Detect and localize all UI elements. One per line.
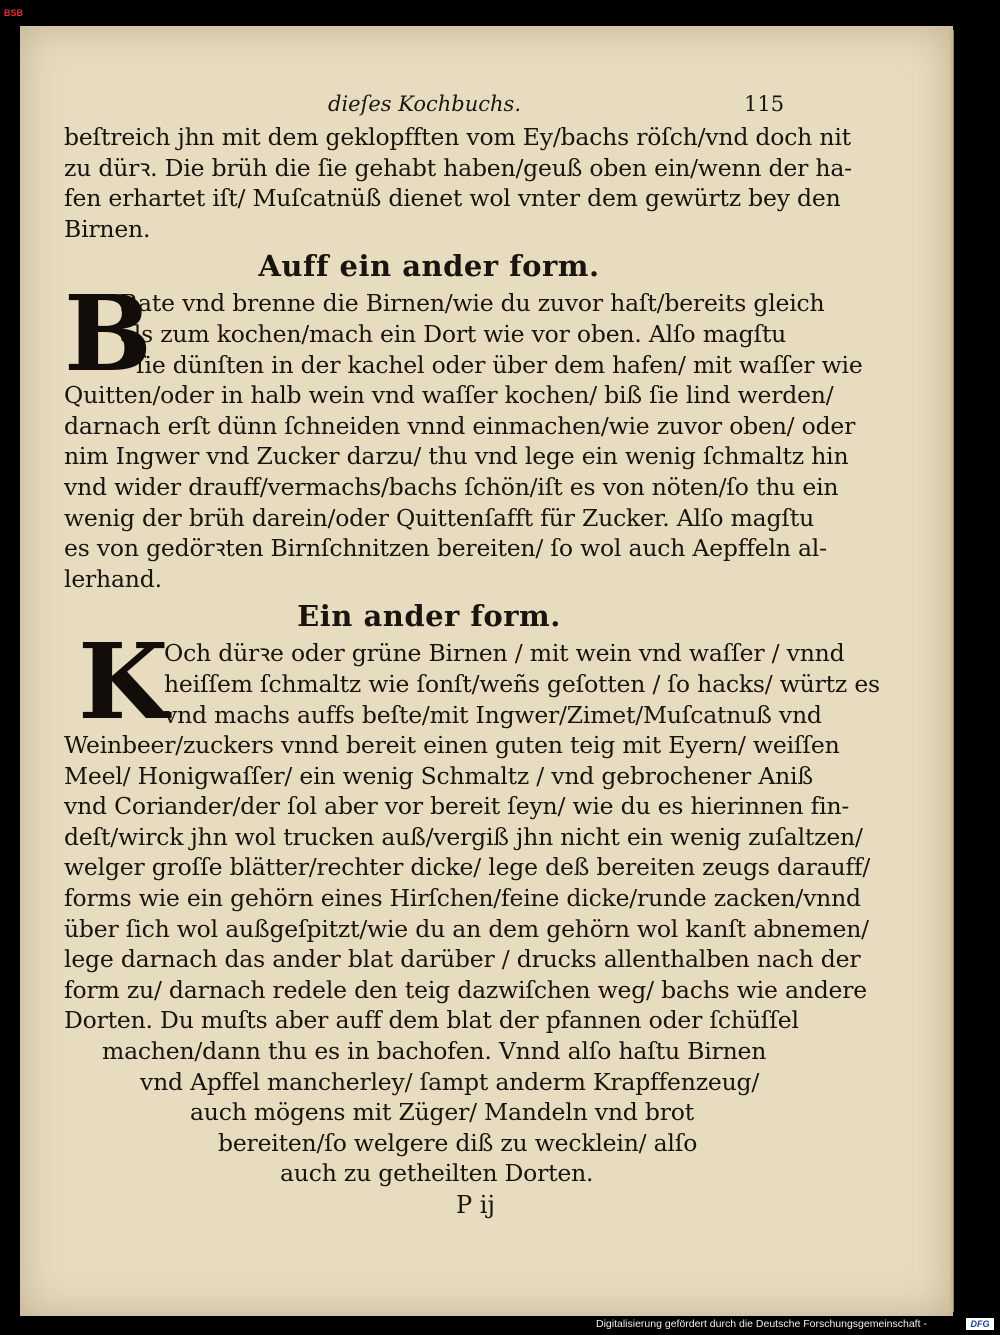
running-title: dieſes Kochbuchs. (328, 92, 521, 116)
text-line: vnd Coriander/der ſol aber vor bereit ſeyn/ wie du es hierinnen fin- (64, 792, 850, 821)
text-line: darnach erſt dünn ſchneiden vnnd einmachen/wie zuvor oben/ oder (64, 411, 856, 440)
text-line: Weinbeer/zuckers vnnd bereit einen guten teig mit Eyern/ weiſſen (64, 731, 840, 760)
page-header (20, 92, 950, 126)
text-line: als zum kochen/mach ein Dort wie vor oben. Alſo magſtu (120, 319, 787, 348)
text-line: lege darnach das ander blat darüber / drucks allenthalben nach der (64, 945, 861, 974)
drop-cap: K (78, 620, 169, 744)
page-number: 115 (744, 92, 785, 116)
text-line: Och dürꝛe oder grüne Birnen / mit wein vnd waſſer / vnnd (164, 639, 845, 668)
text-line: Rate vnd brenne die Birnen/wie du zuvor haſt/bereits gleich (120, 289, 825, 318)
text-line: vnd machs auffs beſte/mit Ingwer/Zimet/Muſcatnuß vnd (164, 700, 822, 729)
text-line: nim Ingwer vnd Zucker darzu/ thu vnd lege ein wenig ſchmaltz hin (64, 442, 849, 471)
drop-cap: B (64, 272, 152, 396)
book-page (20, 26, 953, 1316)
text-line: vnd wider drauff/vermachs/bachs ſchön/iſt es von nöten/ſo thu ein (64, 472, 839, 501)
paragraph-birnen (64, 272, 863, 594)
text-line: Birnen. (64, 214, 151, 243)
text-line: welger groſſe blätter/rechter dicke/ lege deß bereiten zeugs darauff/ (64, 853, 871, 882)
text-line: beſtreich jhn mit dem geklopfften vom Ey/bachs röſch/vnd doch nit (64, 123, 851, 151)
text-line: Quitten/oder in halb wein vnd waſſer kochen/ biß ſie lind werden/ (64, 381, 834, 410)
text-line: wenig der brüh darein/oder Quittenſafft für Zucker. Alſo magſtu (64, 503, 815, 532)
section-heading: Auff ein ander form. (258, 249, 600, 284)
text-line: Dorten. Du muſts aber auff dem blat der pfannen oder ſchüſſel (64, 1006, 799, 1035)
library-mark: BSB (4, 8, 24, 18)
text-line: deſt/wirck jhn wol trucken auß/vergiß jhn nicht ein wenig zuſaltzen/ (64, 822, 863, 851)
text-line: es von gedörꝛten Birnſchnitzen bereiten/ ſo wol auch Aepffeln al- (64, 534, 827, 563)
paragraph-krapffen (64, 620, 880, 1189)
body-text (64, 122, 880, 1221)
text-line: form zu/ darnach redele den teig dazwiſchen weg/ bachs wie andere (64, 975, 868, 1004)
text-line: bereiten/ſo welgere diß zu wecklein/ alſo (218, 1128, 698, 1157)
signature-mark: P ij (456, 1191, 495, 1219)
text-line: machen/dann thu es in bachofen. Vnnd alſo haſtu Birnen (102, 1037, 767, 1066)
text-line: zu dürꝛ. Die brüh die ſie gehabt haben/geuß oben ein/wenn der ha- (64, 153, 852, 182)
text-line: Meel/ Honigwaſſer/ ein wenig Schmaltz / vnd gebrochener Aniß (64, 761, 813, 790)
section-heading: Ein ander form. (297, 599, 561, 634)
text-line: über ſich wol außgeſpitzt/wie du an dem gehörn wol kanſt abnemen/ (64, 914, 869, 943)
text-line: fen erhartet iſt/ Muſcatnüß dienet wol vnter dem gewürtz bey den (64, 184, 841, 213)
text-line: forms wie ein gehörn eines Hirſchen/feine dicke/runde zacken/vnnd (64, 884, 861, 913)
dfg-logo: DFG (966, 1318, 994, 1330)
text-line: auch zu getheilten Dorten. (280, 1159, 594, 1188)
text-line: heiſſem ſchmaltz wie ſonſt/weñs geſotten / ſo hacks/ würtz es (164, 669, 880, 698)
digitization-credit: Digitalisierung gefördert durch die Deutsche Forschungsgemeinschaft - (596, 1318, 927, 1330)
text-line: lerhand. (64, 564, 162, 593)
text-line: vnd Apffel mancherley/ ſampt anderm Krapffenzeug/ (140, 1067, 760, 1096)
text-line: ſie dünſten in der kachel oder über dem hafen/ mit waſſer wie (136, 350, 863, 379)
text-line: auch mögens mit Züger/ Mandeln vnd brot (190, 1098, 694, 1127)
